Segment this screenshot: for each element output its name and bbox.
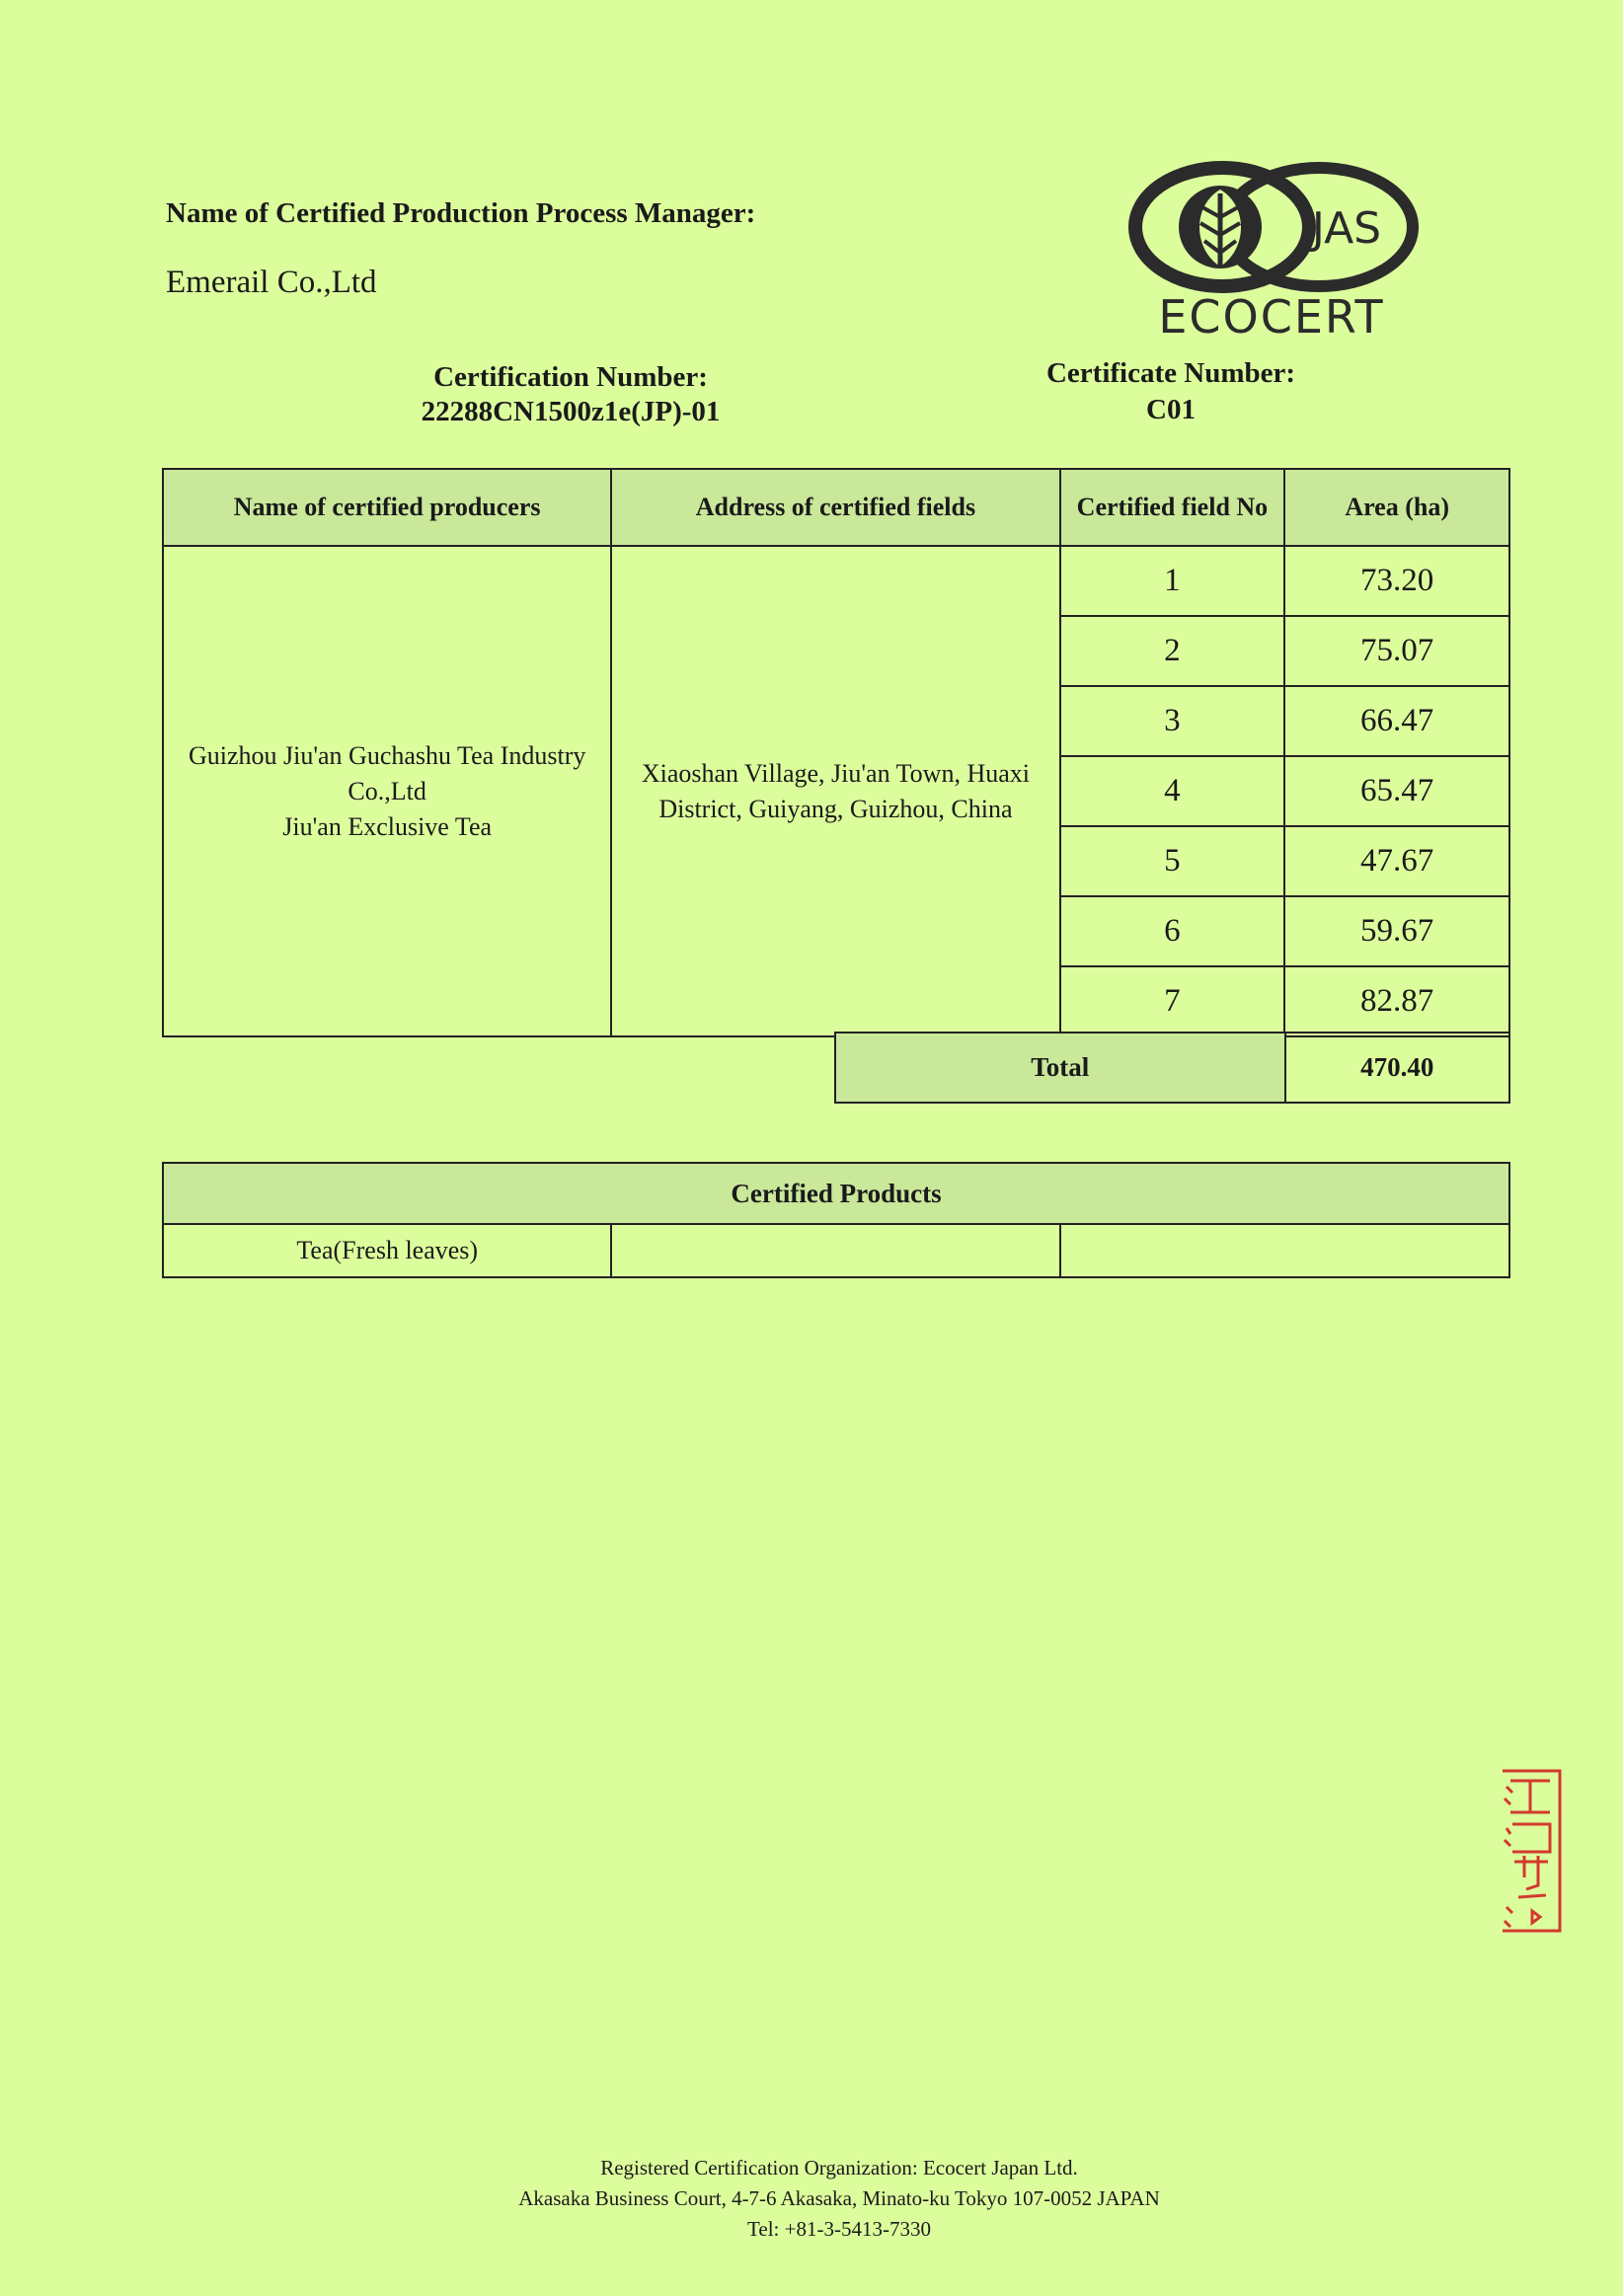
table-header-row	[163, 469, 1509, 546]
products-header-row	[163, 1163, 1509, 1224]
producer-line: Guizhou Jiu'an Guchashu Tea Industry	[188, 740, 586, 770]
jas-text: JAS	[1311, 203, 1382, 254]
footer-address: Akasaka Business Court, 4-7-6 Akasaka, Minato-ku Tokyo 107-0052 JAPAN	[518, 2186, 1160, 2210]
certified-fields-table	[162, 468, 1510, 1037]
certification-label: Certification Number:	[433, 361, 708, 393]
field-no: 5	[1060, 826, 1285, 896]
field-no: 6	[1060, 896, 1285, 966]
company-seal	[1497, 1767, 1568, 1935]
header-address: Address of certified fields	[611, 469, 1059, 546]
products-row	[163, 1224, 1509, 1277]
total-table	[834, 1032, 1510, 1104]
certificate-label: Certificate Number:	[1045, 357, 1296, 389]
total-row	[835, 1033, 1509, 1103]
certification-number: 22288CN1500z1e(JP)-01	[421, 396, 721, 427]
jas-logo-icon	[1114, 158, 1430, 345]
total-label: Total	[835, 1033, 1285, 1103]
total-value: 470.40	[1285, 1033, 1509, 1103]
seal-stamp-icon	[1497, 1767, 1568, 1935]
ecocert-text: ECOCERT	[1158, 290, 1385, 344]
header-area: Area (ha)	[1284, 469, 1509, 546]
product-item	[1060, 1224, 1509, 1277]
table-row	[163, 546, 1509, 616]
producer-cell	[163, 546, 611, 1036]
field-area: 59.67	[1284, 896, 1509, 966]
producer-line: Co.,Ltd	[348, 776, 426, 805]
jas-ecocert-logo	[1114, 158, 1430, 345]
header-producers: Name of certified producers	[163, 469, 611, 546]
footer-organization: Registered Certification Organization: Ecocert Japan Ltd.	[600, 2156, 1078, 2180]
footer-phone: Tel: +81-3-5413-7330	[747, 2217, 931, 2241]
address-line: Xiaoshan Village, Jiu'an Town, Huaxi	[641, 758, 1031, 788]
field-area: 47.67	[1284, 826, 1509, 896]
field-area: 73.20	[1284, 546, 1509, 616]
certificate-number: C01	[1146, 394, 1196, 425]
address-line: District, Guiyang, Guizhou, China	[658, 794, 1013, 823]
field-no: 1	[1060, 546, 1285, 616]
field-area: 65.47	[1284, 756, 1509, 826]
producer-line: Jiu'an Exclusive Tea	[282, 811, 493, 841]
field-no: 2	[1060, 616, 1285, 686]
field-area: 75.07	[1284, 616, 1509, 686]
field-no: 7	[1060, 966, 1285, 1036]
field-no: 4	[1060, 756, 1285, 826]
header-field-no: Certified field No	[1060, 469, 1285, 546]
manager-label: Name of Certified Production Process Manager:	[166, 197, 756, 229]
manager-name: Emerail Co.,Ltd	[166, 265, 377, 300]
product-item	[611, 1224, 1059, 1277]
field-area: 66.47	[1284, 686, 1509, 756]
field-no: 3	[1060, 686, 1285, 756]
address-cell	[611, 546, 1059, 1036]
products-header: Certified Products	[163, 1163, 1509, 1224]
field-area: 82.87	[1284, 966, 1509, 1036]
certified-products-table	[162, 1162, 1510, 1278]
product-item: Tea(Fresh leaves)	[163, 1224, 611, 1277]
